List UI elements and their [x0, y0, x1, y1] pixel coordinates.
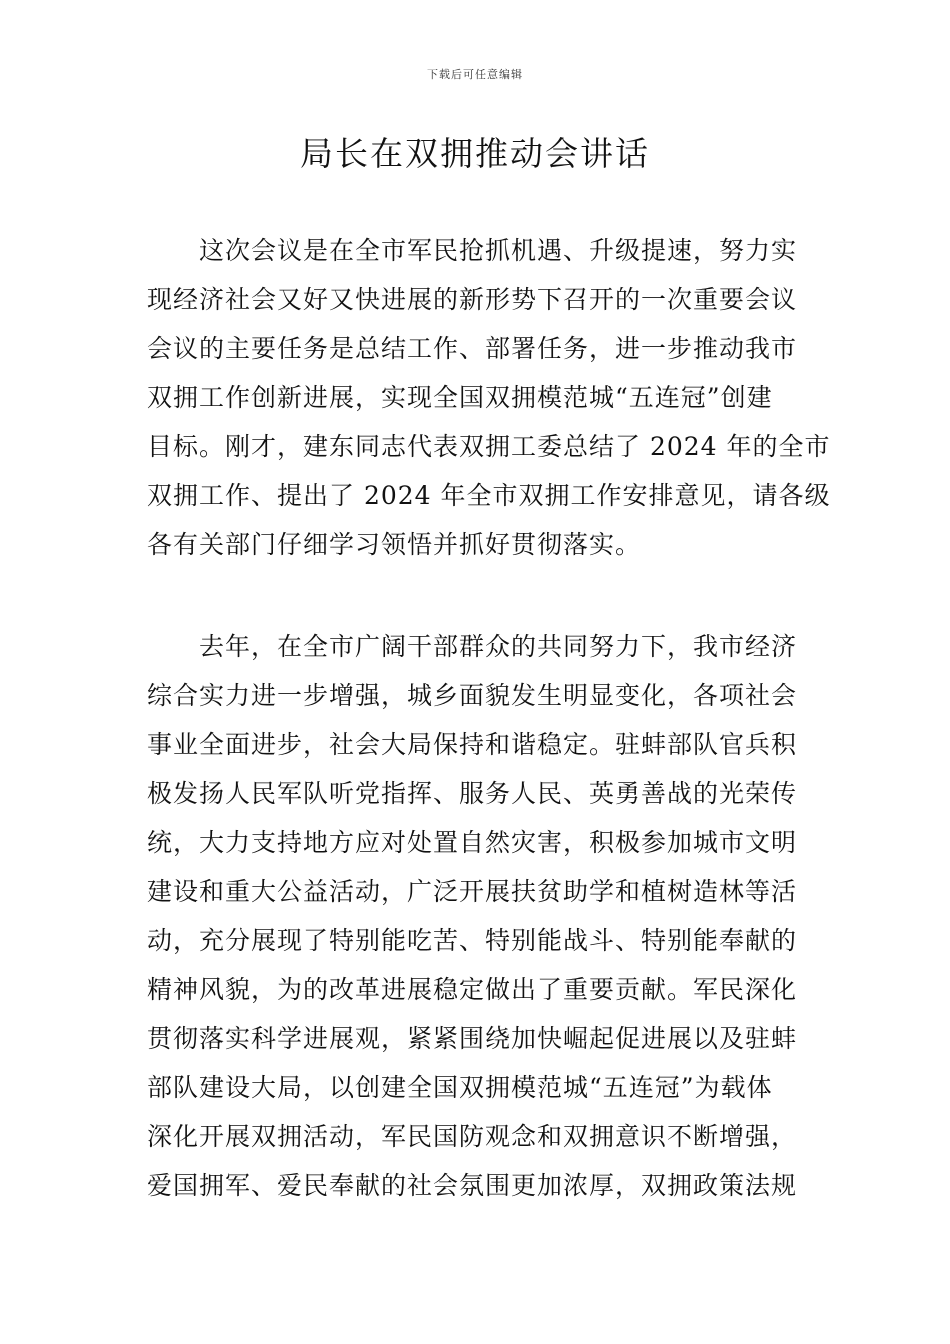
text-line: 动，充分展现了特别能吃苦、特别能战斗、特别能奉献的: [147, 926, 798, 955]
header-note: 下载后可任意编辑: [427, 68, 523, 81]
paragraph-2: [147, 622, 807, 1210]
text-line: 贯彻落实科学进展观，紧紧围绕加快崛起促进展以及驻蚌: [147, 1024, 798, 1053]
text-line: 双拥工作创新进展，实现全国双拥模范城“五连冠”创建: [147, 383, 773, 412]
text-line: 现经济社会又好又快进展的新形势下召开的一次重要会议: [147, 285, 798, 314]
text-line: 各有关部门仔细学习领悟并抓好贯彻落实。: [147, 530, 642, 559]
text-line: 目标。刚才，建东同志代表双拥工委总结了 2024 年的全市: [147, 432, 831, 461]
text-line: 会议的主要任务是总结工作、部署任务，进一步推动我市: [147, 334, 798, 363]
document-title: 局长在双拥推动会讲话: [300, 134, 650, 173]
text-line: 综合实力进一步增强，城乡面貌发生明显变化，各项社会: [147, 681, 798, 710]
text-line: 双拥工作、提出了 2024 年全市双拥工作安排意见，请各级: [147, 481, 831, 510]
text-line: 极发扬人民军队听党指挥、服务人民、英勇善战的光荣传: [147, 779, 798, 808]
text-line: 部队建设大局，以创建全国双拥模范城“五连冠”为载体: [147, 1073, 773, 1102]
text-line: 精神风貌，为的改革进展稳定做出了重要贡献。军民深化: [147, 975, 798, 1004]
text-line: 深化开展双拥活动，军民国防观念和双拥意识不断增强，: [147, 1122, 798, 1151]
paragraph-1: [147, 226, 831, 569]
text-line: 去年，在全市广阔干部群众的共同努力下，我市经济: [199, 632, 798, 661]
text-line: 爱国拥军、爱民奉献的社会氛围更加浓厚，双拥政策法规: [147, 1171, 798, 1200]
text-line: 事业全面进步，社会大局保持和谐稳定。驻蚌部队官兵积: [147, 730, 798, 759]
text-line: 建设和重大公益活动，广泛开展扶贫助学和植树造林等活: [147, 877, 798, 906]
text-line: 这次会议是在全市军民抢抓机遇、升级提速，努力实: [199, 236, 798, 265]
text-line: 统，大力支持地方应对处置自然灾害，积极参加城市文明: [147, 828, 798, 857]
